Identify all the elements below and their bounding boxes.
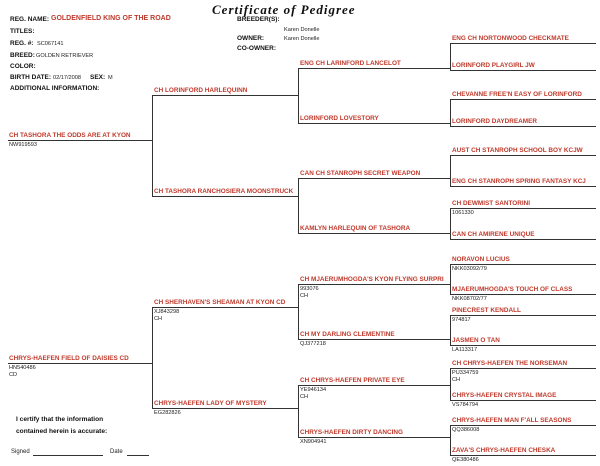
- additional-info-label: ADDITIONAL INFORMATION:: [10, 85, 100, 92]
- gen3-title-5: CH: [300, 293, 309, 299]
- gen4-reg-7: 1061330: [452, 210, 474, 216]
- gen4-reg-16: QE380486: [452, 457, 479, 463]
- birth-date-value: 02/17/2008: [53, 75, 81, 81]
- gen4-reg-13: PU334759: [452, 370, 479, 376]
- birth-date-label: BIRTH DATE:: [10, 74, 52, 81]
- gen3-name-7: CH CHRYS-HAEFEN PRIVATE EYE: [300, 377, 405, 384]
- gen4-name-3: CHEVANNE FREE'N EASY OF LORINFORD: [452, 91, 582, 98]
- gen3-title-7: CH: [300, 394, 309, 400]
- dam-reg: HN540486: [9, 365, 36, 371]
- sire-reg: NW919593: [9, 142, 37, 148]
- breeder-label: BREEDER(S):: [237, 16, 280, 23]
- gen4-title-13: CH: [452, 377, 461, 383]
- gen3-name-8: CHRYS-HAEFEN DIRTY DANCING: [300, 429, 403, 436]
- gen4-name-12: JASMEN O TAN: [452, 337, 500, 344]
- date-line[interactable]: [127, 455, 149, 456]
- breed-label: BREED:: [10, 52, 35, 59]
- gen4-reg-10: NKK08702/77: [452, 296, 487, 302]
- gen2-reg-4: EG282826: [154, 410, 181, 416]
- gen3-reg-8: XN904941: [300, 439, 327, 445]
- gen4-name-7: CH DEWMIST SANTORINI: [452, 200, 530, 207]
- gen4-name-1: ENG CH NORTONWOOD CHECKMATE: [452, 35, 569, 42]
- gen4-name-13: CH CHRYS-HAEFEN THE NORSEMAN: [452, 360, 568, 367]
- gen3-name-1: ENG CH LARINFORD LANCELOT: [300, 60, 401, 67]
- gen3-reg-6: QJ377218: [300, 341, 326, 347]
- owner-value: Karen Donelle: [284, 36, 320, 42]
- gen4-name-2: LORINFORD PLAYGIRL JW: [452, 62, 535, 69]
- reg-name-label: REG. NAME:: [10, 16, 49, 23]
- gen4-name-5: AUST CH STANROPH SCHOOL BOY KCJW: [452, 147, 583, 154]
- breed-value: GOLDEN RETRIEVER: [36, 53, 94, 59]
- gen4-reg-15: QQ386008: [452, 427, 480, 433]
- gen3-name-4: KAMLYN HARLEQUIN OF TASHORA: [300, 225, 411, 232]
- gen3-name-5: CH MJAERUMHOGDA'S KYON FLYING SURPRI: [300, 276, 444, 283]
- gen3-reg-5: 993076: [300, 286, 319, 292]
- dam-title: CD: [9, 372, 18, 378]
- signature-line[interactable]: [33, 455, 103, 456]
- gen4-name-16: ZAVA'S CHRYS-HAEFEN CHESKA: [452, 447, 556, 454]
- owner-label: OWNER:: [237, 35, 265, 42]
- gen4-name-8: CAN CH AMIRENE UNIQUE: [452, 231, 535, 238]
- co-owner-label: CO-OWNER:: [237, 45, 276, 52]
- breeder-value: Karen Donelle: [284, 27, 320, 33]
- gen4-reg-11: 974817: [452, 317, 471, 323]
- date-label: Date: [110, 449, 123, 455]
- reg-name-value: GOLDENFIELD KING OF THE ROAD: [51, 15, 171, 22]
- gen4-name-6: ENG CH STANROPH SPRING FANTASY KCJ: [452, 178, 586, 185]
- gen2-name-1: CH LORINFORD HARLEQUINN: [154, 87, 248, 94]
- gen4-reg-12: LA113317: [452, 347, 478, 353]
- reg-no-value: SC067141: [37, 41, 64, 47]
- reg-no-label: REG. #:: [10, 40, 34, 47]
- certify-line-1: I certify that the information: [16, 416, 104, 423]
- gen4-name-11: PINECREST KENDALL: [452, 307, 521, 314]
- gen3-name-3: CAN CH STANROPH SECRET WEAPON: [300, 170, 421, 177]
- gen2-name-3: CH SHERHAVEN'S SHEAMAN AT KYON CD: [154, 299, 286, 306]
- gen2-title-3: CH: [154, 316, 163, 322]
- sex-label: SEX:: [90, 74, 106, 81]
- color-label: COLOR:: [10, 63, 36, 70]
- signed-label: Signed: [11, 449, 30, 455]
- certificate-title: Certificate of Pedigree: [212, 2, 356, 17]
- dam-name: CHRYS-HAEFEN FIELD OF DAISIES CD: [9, 355, 129, 362]
- titles-label: TITLES:: [10, 28, 35, 35]
- certify-line-2: contained herein is accurate:: [16, 428, 108, 435]
- gen3-name-6: CH MY DARLING CLEMENTINE: [300, 331, 395, 338]
- sex-value: M: [108, 75, 113, 81]
- gen4-name-15: CHRYS-HAEFEN MAN F'ALL SEASONS: [452, 417, 572, 424]
- gen3-name-2: LORINFORD LOVESTORY: [300, 115, 379, 122]
- gen4-name-14: CHRYS-HAEFEN CRYSTAL IMAGE: [452, 392, 557, 399]
- gen4-name-4: LORINFORD DAYDREAMER: [452, 118, 537, 125]
- gen3-reg-7: YE946134: [300, 387, 327, 393]
- gen4-name-10: MJAERUMHOGDA'S TOUCH OF CLASS: [452, 286, 573, 293]
- gen2-name-4: CHRYS-HAEFEN LADY OF MYSTERY: [154, 400, 267, 407]
- gen2-reg-3: XJ843298: [154, 309, 180, 315]
- gen4-reg-9: NKK03092/79: [452, 266, 487, 272]
- gen2-name-2: CH TASHORA RANCHOSIERA MOONSTRUCK: [154, 188, 294, 195]
- gen4-name-9: NORAVON LUCIUS: [452, 256, 510, 263]
- sire-name: CH TASHORA THE ODDS ARE AT KYON: [9, 132, 131, 139]
- gen4-reg-14: VS784794: [452, 402, 479, 408]
